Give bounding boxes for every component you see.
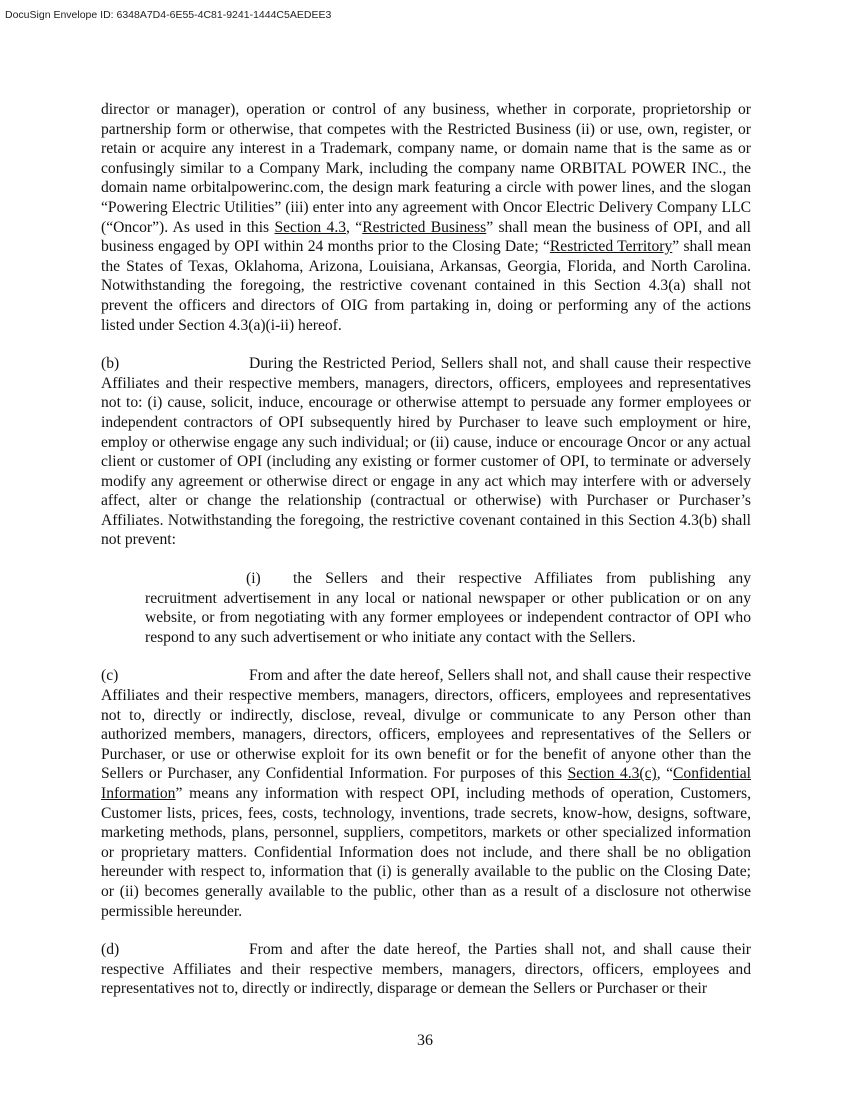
text-run: director or manager), operation or control of any business, whether in corporate, proprietorship or partnership form or otherwise, that competes with the Restricted Business (ii) or use, own, register, or retain or acquire any interest in a Trademark, company name, or domain name that is the same as or confusingly similar to a Company Mark, including the company name ORBITAL POWER INC., the domain name orbitalpowerinc.com, the design mark featuring a circle with power lines, and the slogan “Powering Electric Utilities” (iii) enter into any agreement with Oncor Electric Delivery Company LLC (“Oncor”). As used in this [101, 101, 751, 236]
paragraph-label: (c) [101, 667, 119, 685]
text-run: ” means any information with respect OPI, including methods of operation, Customers, Customer lists, prices, fees, costs, technology, inventions, trade secrets, know-how, designs, software, marketing methods, plans, personnel, suppliers, competitors, markets or other specialized information or proprietary matters. Confidential Information does not include, and there shall be no obligation hereunder with respect to, information that (i) is generally available to the public on the Closing Date; or (ii) becomes generally available to the public, other than as a result of a disclosure not otherwise permissible hereunder. [101, 785, 751, 920]
text-run: ” shall mean the business of OPI, and all business engaged by OPI within 24 months prior to the Closing Date; “ [101, 218, 751, 256]
paragraph-c [101, 666, 751, 921]
subparagraph-i [145, 569, 751, 647]
paragraph-label: (b) [101, 355, 120, 373]
docusign-envelope-id: DocuSign Envelope ID: 6348A7D4-6E55-4C81-9241-1444C5AEDEE3 [5, 9, 332, 21]
text-run: , “ [656, 765, 674, 783]
paragraph-label: (d) [101, 941, 120, 959]
text-run: ” shall mean the States of Texas, Oklahoma, Arizona, Louisiana, Arkansas, Georgia, Florida, and North Carolina. Notwithstanding the foregoing, the restrictive covenant contained in this Section 4.3(a) shall not prevent the officers and directors of OIG from partaking in, doing or performing any of the actions listed under Section 4.3(a)(i-ii) hereof. [101, 238, 751, 334]
paragraph-a-continued [101, 100, 751, 335]
document-body [101, 100, 751, 1018]
subparagraph-label: (i) [246, 570, 261, 588]
section-reference: Section 4.3(c) [567, 765, 657, 783]
defined-term-restricted-business: Restricted Business [362, 218, 487, 236]
page-number: 36 [417, 1032, 433, 1049]
paragraph-text: From and after the date hereof, the Parties shall not, and shall cause their respective Affiliates and their respective members, managers, directors, officers, employees and representatives not to, directly or indirectly, disparage or demean the Sellers or Purchaser or their [101, 941, 751, 998]
text-run: From and after the date hereof, Sellers shall not, and shall cause their respective Affiliates and their respective members, managers, directors, officers, employees and representatives not to, directly or indirectly, disclose, reveal, divulge or communicate to any Person other than authorized members, managers, directors, officers, employees and representatives of the Sellers or Purchaser, or use or otherwise exploit for its own benefit or for the benefit of anyone other than the Sellers or Purchaser, any Confidential Information. For purposes of this [101, 667, 751, 783]
section-reference: Section 4.3 [274, 218, 347, 236]
subparagraph-text: the Sellers and their respective Affiliates from publishing any recruitment advertisement in any local or national newspaper or other publication or on any website, or from negotiating with any former employees or independent contractor of OPI who respond to any such advertisement or who initiate any contact with the Sellers. [145, 570, 751, 646]
paragraph-d [101, 940, 751, 999]
defined-term-confidential-information: Confidential Information [101, 765, 751, 802]
paragraph-b [101, 354, 751, 550]
defined-term-restricted-territory: Restricted Territory [549, 238, 673, 256]
paragraph-text: During the Restricted Period, Sellers shall not, and shall cause their respective Affiliates and their respective members, managers, directors, officers, employees and representatives not to: (i) cause, solicit, induce, encourage or otherwise attempt to persuade any former employees or independent contractors of OPI subsequently hired by Purchaser to leave such employment or hire, employ or otherwise engage any such individual; or (ii) cause, induce or encourage Oncor or any actual client or customer of OPI (including any existing or former customer of OPI, to terminate or adversely modify any agreement or otherwise direct or engage in any act which may interfere with or adversely affect, alter or change the relationship (contractual or otherwise) with Purchaser or Purchaser’s Affiliates. Notwithstanding the foregoing, the restrictive covenant contained in this Section 4.3(b) shall not prevent: [101, 355, 751, 549]
text-run: , “ [346, 218, 363, 236]
